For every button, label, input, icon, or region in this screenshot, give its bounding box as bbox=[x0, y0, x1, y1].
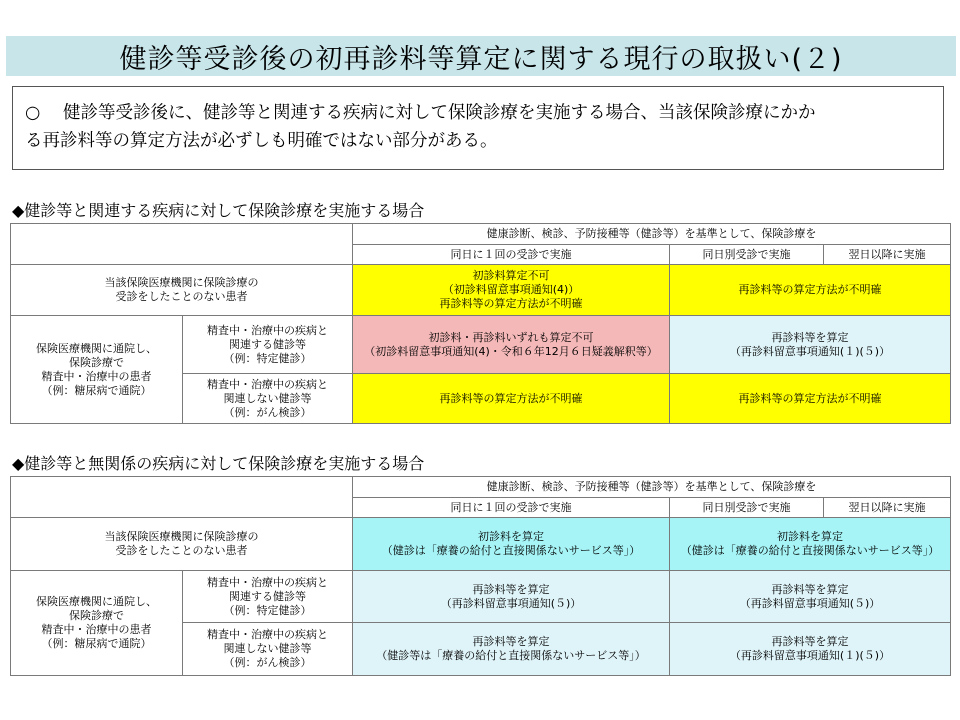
section2-heading: ◆健診等と無関係の疾病に対して保険診療を実施する場合 bbox=[12, 454, 425, 473]
col-next-day: 翌日以降に実施 bbox=[824, 245, 951, 265]
corner-cell bbox=[11, 477, 353, 518]
r1-other-cell: 初診料を算定 （健診は「療養の給付と直接関係ないサービス等」） bbox=[670, 518, 951, 571]
header-top: 健康診断、検診、予防接種等（健診等）を基準として、保険診療を bbox=[353, 477, 951, 498]
page-title: 健診等受診後の初再診料等算定に関する現行の取扱い(２) bbox=[119, 43, 843, 75]
r2-other-cell: 再診料等を算定 （再診料留意事項通知(５)） bbox=[670, 571, 951, 623]
section1-heading: ◆健診等と関連する疾病に対して保険診療を実施する場合 bbox=[12, 201, 425, 220]
r2-other-cell: 再診料等を算定 （再診料留意事項通知(１)(５)） bbox=[670, 316, 951, 374]
summary-line-1: 健診等受診後に、健診等と関連する疾病に対して保険診療を実施する場合、当該保険診療にかか bbox=[63, 103, 816, 123]
summary-line-2: る再診料等の算定方法が必ずしも明確ではない部分がある。 bbox=[25, 131, 498, 151]
corner-cell bbox=[11, 224, 353, 265]
r1-same-cell: 初診料を算定 （健診は「療養の給付と直接関係ないサービス等」） bbox=[353, 518, 670, 571]
bullet-circle: ○ bbox=[25, 103, 41, 123]
section1-table bbox=[10, 223, 951, 424]
sub-unrelated-cell: 精査中・治療中の疾病と 関連しない健診等 （例：がん検診） bbox=[183, 623, 353, 676]
sub-related-cell: 精査中・治療中の疾病と 関連する健診等 （例：特定健診） bbox=[183, 571, 353, 623]
r2-same-cell: 初診料・再診料いずれも算定不可 （初診料留意事項通知(4)・令和６年12月６日疑義解釈等） bbox=[353, 316, 670, 374]
r3-same-cell: 再診料等を算定 （健診等は「療養の給付と直接関係ないサービス等」） bbox=[353, 623, 670, 676]
col-next-day: 翌日以降に実施 bbox=[824, 498, 951, 518]
col-same-day-separate: 同日別受診で実施 bbox=[670, 498, 824, 518]
summary-box bbox=[12, 86, 944, 170]
row-group-cell: 保険医療機関に通院し、 保険診療で 精査中・治療中の患者 （例：糖尿病で通院） bbox=[11, 571, 183, 676]
col-same-day: 同日に１回の受診で実施 bbox=[353, 498, 670, 518]
col-same-day: 同日に１回の受診で実施 bbox=[353, 245, 670, 265]
r3-other-cell: 再診料等を算定 （再診料留意事項通知(１)(５)） bbox=[670, 623, 951, 676]
r1-other-cell: 再診料等の算定方法が不明確 bbox=[670, 265, 951, 316]
r3-same-cell: 再診料等の算定方法が不明確 bbox=[353, 374, 670, 424]
row-new-patient: 当該保険医療機関に保険診療の 受診をしたことのない患者 bbox=[11, 518, 353, 571]
row-group-cell: 保険医療機関に通院し、 保険診療で 精査中・治療中の患者 （例：糖尿病で通院） bbox=[11, 316, 183, 424]
r2-same-cell: 再診料等を算定 （再診料留意事項通知(５)） bbox=[353, 571, 670, 623]
r1-same-cell: 初診料算定不可 （初診料留意事項通知(4)） 再診料等の算定方法が不明確 bbox=[353, 265, 670, 316]
title-bar bbox=[6, 36, 956, 76]
row-new-patient: 当該保険医療機関に保険診療の 受診をしたことのない患者 bbox=[11, 265, 353, 316]
sub-unrelated-cell: 精査中・治療中の疾病と 関連しない健診等 （例：がん検診） bbox=[183, 374, 353, 424]
r3-other-cell: 再診料等の算定方法が不明確 bbox=[670, 374, 951, 424]
col-same-day-separate: 同日別受診で実施 bbox=[670, 245, 824, 265]
section2-table bbox=[10, 476, 951, 676]
header-top: 健康診断、検診、予防接種等（健診等）を基準として、保険診療を bbox=[353, 224, 951, 245]
sub-related-cell: 精査中・治療中の疾病と 関連する健診等 （例：特定健診） bbox=[183, 316, 353, 374]
